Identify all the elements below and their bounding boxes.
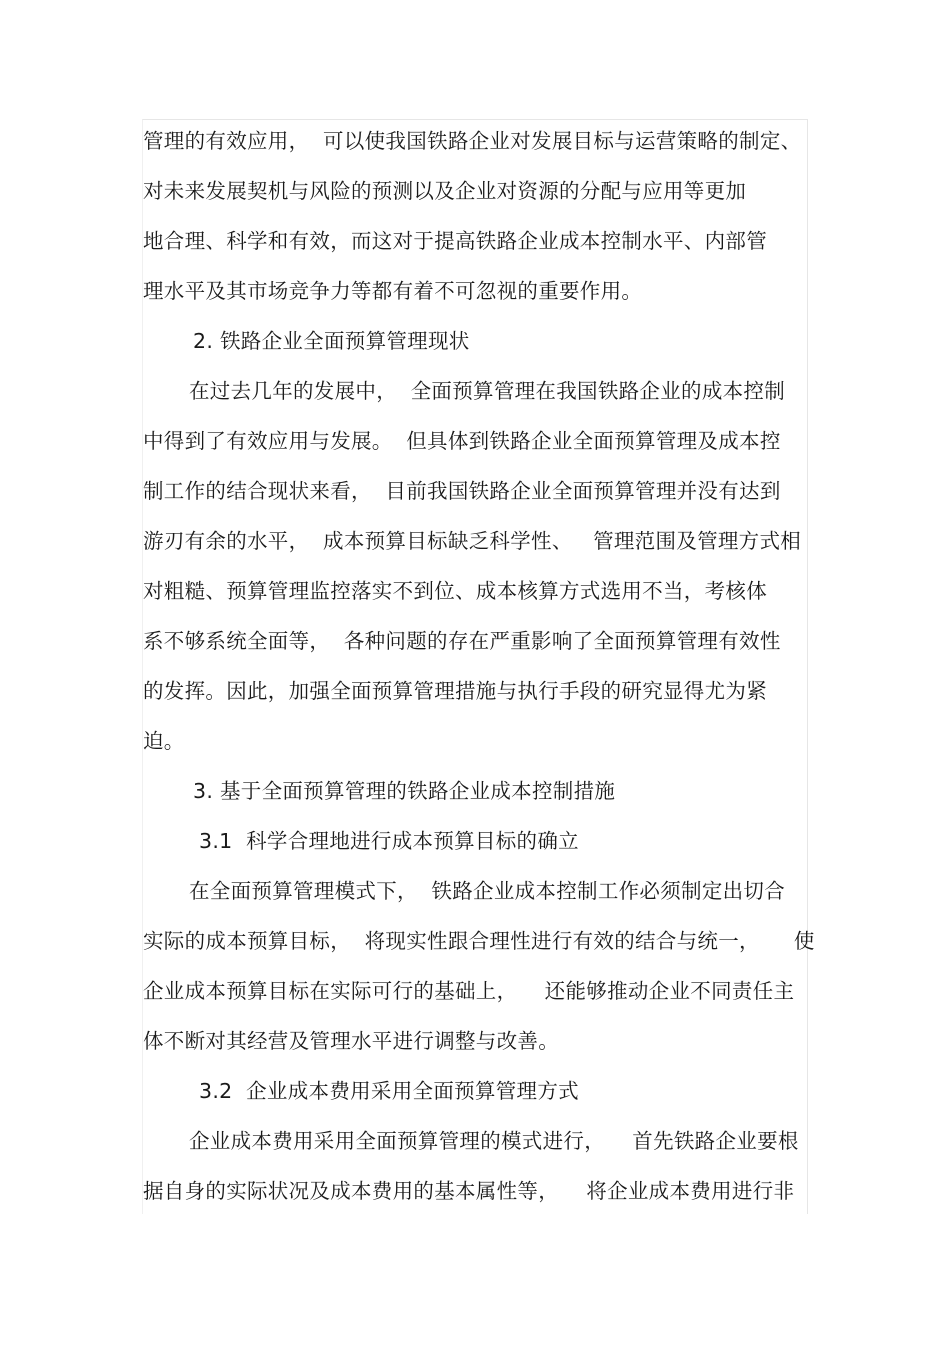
subsection-heading: 3.1 科学合理地进行成本预算目标的确立 [199, 829, 579, 853]
paragraph-line: 游刃有余的水平， 成本预算目标缺乏科学性、 管理范围及管理方式相 [143, 529, 802, 553]
paragraph-line: 体不断对其经营及管理水平进行调整与改善。 [143, 1029, 559, 1053]
paragraph-line: 的发挥。因此，加强全面预算管理措施与执行手段的研究显得尤为紧 [143, 679, 767, 703]
section-heading: 3. 基于全面预算管理的铁路企业成本控制措施 [193, 779, 616, 803]
paragraph-line: 企业成本费用采用全面预算管理的模式进行， 首先铁路企业要根 [189, 1129, 799, 1153]
paragraph-line: 对粗糙、预算管理监控落实不到位、成本核算方式选用不当，考核体 [143, 579, 767, 603]
paragraph-line: 在全面预算管理模式下， 铁路企业成本控制工作必须制定出切合 [189, 879, 786, 903]
paragraph-line: 系不够系统全面等， 各种问题的存在严重影响了全面预算管理有效性 [143, 629, 781, 653]
paragraph-line: 迫。 [143, 729, 185, 753]
paragraph-line: 制工作的结合现状来看， 目前我国铁路企业全面预算管理并没有达到 [143, 479, 781, 503]
section-heading: 2. 铁路企业全面预算管理现状 [193, 329, 470, 353]
subsection-heading: 3.2 企业成本费用采用全面预算管理方式 [199, 1079, 579, 1103]
paragraph-line: 实际的成本预算目标， 将现实性跟合理性进行有效的结合与统一， 使 [143, 929, 815, 953]
paragraph-line: 理水平及其市场竞争力等都有着不可忽视的重要作用。 [143, 279, 643, 303]
paragraph-line: 企业成本预算目标在实际可行的基础上， 还能够推动企业不同责任主 [143, 979, 795, 1003]
paragraph-line: 据自身的实际状况及成本费用的基本属性等， 将企业成本费用进行非 [143, 1179, 795, 1203]
paragraph-line: 地合理、科学和有效，而这对于提高铁路企业成本控制水平、内部管 [143, 229, 767, 253]
paragraph-line: 在过去几年的发展中， 全面预算管理在我国铁路企业的成本控制 [189, 379, 786, 403]
paragraph-line: 中得到了有效应用与发展。 但具体到铁路企业全面预算管理及成本控 [143, 429, 781, 453]
paragraph-line: 对未来发展契机与风险的预测以及企业对资源的分配与应用等更加 [143, 179, 747, 203]
paragraph-line: 管理的有效应用， 可以使我国铁路企业对发展目标与运营策略的制定、 [143, 129, 802, 153]
